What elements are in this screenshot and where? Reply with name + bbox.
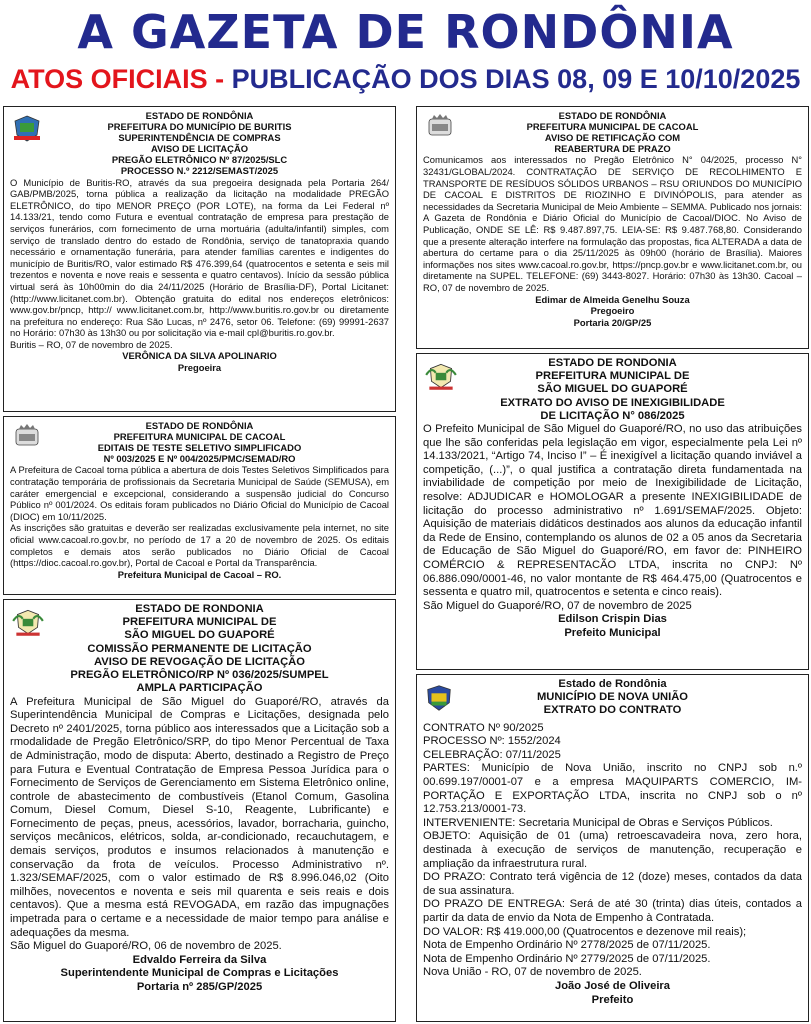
buritis-crest-icon (10, 113, 44, 143)
cacoal-crest-icon (423, 113, 457, 143)
cacoal-crest-icon (10, 423, 44, 453)
notice-text: Comunicamos aos interessados no Pregão Eletrônico N° 04/2025, processo N° 32431/GLOBAL/2024. CONTRATAÇÃO DE SERVIÇO DE RECOLHIMENTO E TRANSPORTE DE RESÍDUOS SÓLIDOS URBANOS – RSU ORIUNDOS DO MUNICÍPIO DE CACOAL E DISTRITOS DE RIOZINHO E DIVINÓPOLIS, para atender as necessidades da Secretaria Municipal de Meio Ambiente – SEMMA. Publicado nos jornais: A Gazeta de Rondônia e Diário Oficial do Município de Cacoal/DIOC. No Aviso de Publicação, ONDE SE LÊ: R$ 9.487.897,75. LEIA-SE: R$ 9.487.768,80. Considerando que a presente alteração interfere na formulação das propostas, fica ALTERADA a data de abertura do certame para o dia 25/11/2025 às 09h00 (horário de Brasília). Maiores informações nos sites www.cacoal.ro.gov.br, https://pncp.gov.br e www.licitanet.com.br, ou diretamente na SUPEL. TELEFONE: (69) 3443-8027. Horário: 07h30 às 13h30. Cacoal – RO, 07 de novembro de 2025. (423, 154, 802, 293)
header-line: COMISSÃO PERMANENTE DE LICITAÇÃO (87, 642, 312, 655)
notice-cacoal-teste-seletivo (3, 416, 396, 595)
notice-nova-uniao-contrato (416, 674, 809, 1022)
contract-line: Nova União - RO, 07 de novembro de 2025. (423, 966, 642, 979)
header-line: REABERTURA DE PRAZO (554, 143, 671, 155)
header-line: MUNICÍPIO DE NOVA UNIÃO (536, 691, 689, 704)
signer-role: Prefeito Municipal (564, 627, 661, 639)
header-line: EXTRATO DO AVISO DE INEXIGIBILIDADE (500, 396, 725, 409)
header-line: PREFEITURA MUNICIPAL DE CACOAL (113, 431, 286, 443)
signature-block (10, 569, 389, 581)
header-line: PREFEITURA MUNICIPAL DE CACOAL (526, 121, 699, 133)
signer-portaria: Portaria 20/GP/25 (573, 316, 652, 328)
signature-block (423, 294, 802, 329)
publication-dates: PUBLICAÇÃO DOS DIAS 08, 09 E 10/10/2025 (231, 64, 801, 94)
contract-line: INTERVENIENTE: Secretaria Municipal de Obras e Serviços Públicos. (423, 816, 773, 829)
signer-name: Edvaldo Ferreira da Silva (132, 953, 267, 966)
signature-block (423, 613, 802, 640)
signer-portaria: Portaria nº 285/GP/2025 (136, 981, 263, 993)
header-line: AMPLA PARTICIPAÇÃO (136, 682, 263, 695)
header-line: PREFEITURA MUNICIPAL DE (122, 616, 277, 629)
header-line: AVISO DE REVOGAÇÃO DE LICITAÇÃO (94, 655, 305, 668)
header-line: PREFEITURA DO MUNICÍPIO DE BURITIS (107, 121, 292, 133)
notice-body (10, 177, 389, 351)
contract-line: Nota de Empenho Ordinário Nº 2779/2025 de 07/11/2025. (423, 952, 711, 965)
header-line: PREGÃO ELETRÔNICO/RP Nº 036/2025/SUMPEL (70, 669, 329, 682)
header-line: ESTADO DE RONDONIA (135, 603, 264, 615)
notice-text: A Prefeitura Municipal de São Miguel do Guaporé/RO, através da Superintendência Municipal de Compras e Licitações, designada pelo Decreto nº 2401/2025, torna público aos interessados que a Licitação sob a rmodalidade de Pregão Eletrônico/SRP, do tipo Menor Percentual de Taxa de Administração, modo de disputa: Aberto, destinado a Registro de Preço para Futura e Eventual Contratação de Empresa Pessoa Jurídica para o Fornecimento de Serviços de Gerenciamento em Sistema Eletrônico online, controle de abastecimento de combustíveis (Etanol Comum, Gasolina Comum, Diesel Comum, Diesel S-10, Reagente, Lubrificante) e Fornecimento de peças, pneus, acessórios, lavador, borracharia, guincho, serviços mecânicos, elétricos, solda, ar-condicionado, recauchutagem, e demais serviços, produtos e insumos relacionados à manutenção e conservação da frota de veículos. Processo Administrativo nº. 1.323/SEMAF/2025, com o valor estimado de R$ 8.996.046,02 (Oito milhões, novecentos e noventa e seis mil quarenta e seis reais e dois centavos). Que a mesma está REVOGADA, em razão das impugnações impetrada para o certame e a necessidade de maior tempo para análise e adequações da mesma. (10, 695, 389, 939)
signer-name: Prefeitura Municipal de Cacoal – RO. (117, 568, 282, 580)
header-line: ESTADO DE RONDÔNIA (145, 110, 254, 121)
contract-line: CELEBRAÇÃO: 07/11/2025 (423, 748, 561, 761)
section-label: ATOS OFICIAIS (10, 64, 208, 94)
contract-line: Nota de Empenho Ordinário Nº 2778/2025 de 07/11/2025. (423, 939, 711, 952)
signer-name: Edimar de Almeida Genelhu Souza (535, 293, 690, 305)
notice-header (423, 357, 802, 423)
signature-block (423, 980, 802, 1007)
contract-line: DO VALOR: R$ 419.000,00 (Quatrocentos e dezenove mil reais); (423, 925, 747, 938)
notice-date: Buritis – RO, 07 de novembro de 2025. (10, 338, 173, 350)
signer-name: João José de Oliveira (554, 979, 671, 992)
notice-sao-miguel-revogacao (3, 599, 396, 1022)
notice-body (423, 154, 802, 293)
notice-body (423, 722, 802, 980)
header-line: AVISO DE LICITAÇÃO (150, 143, 249, 155)
header-line: ESTADO DE RONDONIA (548, 357, 677, 369)
signature-block (10, 350, 389, 373)
section-subtitle (0, 62, 811, 96)
header-line: SUPERINTENDÊNCIA DE COMPRAS (118, 132, 281, 144)
notice-header (10, 603, 389, 696)
sao-miguel-crest-icon (10, 606, 46, 638)
signature-block (10, 954, 389, 995)
signer-role: Superintendente Municipal de Compras e Licitações (60, 967, 339, 980)
section-separator: - (207, 64, 232, 94)
header-line: SÃO MIGUEL DO GUAPORÉ (124, 629, 275, 642)
masthead (0, 0, 811, 102)
notice-body (10, 464, 389, 568)
notice-date: São Miguel do Guaporé/RO, 07 de novembro de 2025 (423, 599, 692, 612)
contract-line: DO PRAZO DE ENTREGA: Será de até 30 (trinta) dias úteis, contados a partir da data de envio da Nota de Empenho à Contratada. (423, 898, 802, 924)
notice-date: São Miguel do Guaporé/RO, 06 de novembro de 2025. (10, 940, 282, 953)
notice-body (423, 423, 802, 613)
newspaper-title: A GAZETA DE RONDÔNIA (77, 5, 734, 59)
notice-text: As inscrições são gratuitas e deverão ser realizadas exclusivamente pela internet, no site oficial www.cacoal.ro.gov.br, no período de 17 a 20 de novembro de 2025. Os editais completos e demais atos serão publicados no Diário Oficial de Cacoal (https://dioc.cacoal.ro.gov.br), Portal de Cacoal e Portal da Transparência. (10, 522, 389, 569)
header-line: ESTADO DE RONDÔNIA (558, 110, 667, 121)
header-line: DE LICITAÇÃO N° 086/2025 (540, 409, 685, 422)
contract-line: DO PRAZO: Contrato terá vigência de 12 (doze) meses, contados da data de sua assinatura. (423, 871, 802, 897)
notice-text: O Prefeito Municipal de São Miguel do Guaporé/RO, no uso das atribuições que lhe são conferidas pela legislação em vigor, especialmente pela Lei nº 14.133/2021, “Artigo 74, Inciso I” – É inexigível a licitação quando inviável a competição, (...)”, o qual justifica a contratação direta fundamentada na inviabilidade de competição por meio de Inexigibilidade de Licitação, resolve: ADJUDICAR e HOMOLOGAR a presente INEXIGIBILIDADE de licitação do processo administrativo nº 1.691/SEMAF/2025. Objeto: Aquisição de materiais didáticos destinados aos alunos da educação infantil da Rede de Ensino, contemplando os alunos de 02 a 05 anos da Secretaria de Educação de São Miguel do Guaporé/RO, em favor de: PINHEIRO COMÉRCIO & REPRESENTACÃO LTDA, inscrita no CNPJ: Nº 06.886.090/0001-46, no valor montante de R$ 464.475,00 (Quatrocentos e sessenta e quatro mil, quatrocentos e setenta e cinco reais). (423, 423, 802, 599)
signer-name: Edilson Crispin Dias (558, 613, 667, 626)
header-line: SÃO MIGUEL DO GUAPORÉ (537, 383, 688, 396)
notice-text: O Município de Buritis-RO, através da sua pregoeira designada pela Portaria 264/ GAB/PMB/2025, torna pública a realização da licitação na modalidade PREGÃO ELETRÔNICO, do tipo MENOR PREÇO (POR LOTE), na forma da Lei Federal nº 14.133/21, tendo como Futura e eventual contratação de empresa para prestação de serviços funerários, com fornecimento de urna mortuária (adulta/infantil) simples, com serviço de translado dentro do estado de Rondônia, serviço de tanatopraxia quando necessário e ornamentação funerária, para atender famílias carentes e indigentes do município de Buritis/RO, valor estimado R$ 476.399,64 (quatrocentos e setenta e seis mil trezentos e noventa e nove reais e sessenta e quatro centavos). Início da sessão pública virtual será às 10h00min do dia 24/11/2025 (Horário de Brasília-DF), Portal Licitanet: (http://www.licitanet.com.br). Obtenção gratuita do edital nos endereços eletrônicos: www.gov.br/pncp, http:// www.licitanet.com.br, http://www.buritis.ro.gov.br ou diretamente na prefeitura no endereço: Rua São Lucas, nº 2476, setor 06. Telefone: (69) 99991-2637 no Horário: 07h30 às 13h30 ou por solicitação via e-mail cpl@buritis.ro.gov.br. (10, 176, 389, 339)
header-line: Estado de Rondônia (558, 678, 667, 690)
contract-line: CONTRATO Nº 90/2025 (423, 721, 544, 734)
nova-uniao-crest-icon (423, 681, 455, 715)
signer-name: VERÔNICA DA SILVA APOLINARIO (122, 350, 277, 362)
contract-line: PROCESSO Nº: 1552/2024 (423, 735, 561, 748)
notice-cacoal-retificacao (416, 106, 809, 349)
contract-line: PARTES: Município de Nova União, inscrito no CNPJ sob n.º 00.699.197/0001-07 e a empresa MAQUIPARTS COMERCIO, IM-PORTAÇÃO E EXPORTAÇÃO LTDA, inscrita no CNPJ sob o nº 12.753.213/0001-73. (423, 762, 802, 816)
header-line: PROCESSO N.º 2212/SEMAST/2025 (120, 165, 279, 177)
notice-header (423, 678, 802, 718)
header-line: PREGÃO ELETRÔNICO Nº 87/2025/SLC (111, 154, 288, 166)
notice-body (10, 696, 389, 954)
header-line: ESTADO DE RONDÔNIA (145, 420, 254, 431)
sao-miguel-crest-icon (423, 360, 459, 392)
notice-text: A Prefeitura de Cacoal torna pública a abertura de dois Testes Seletivos Simplificados para contratação temporária de profissionais da Secretaria Municipal de Saúde (SEMUSA), em caráter emergencial e excepcional, considerando a suspensão judicial do Concurso Público nº 001/2024. Os editais foram publicados no Diário Oficial do Município de Cacoal (DIOC) em 10/11/2025. (10, 464, 389, 522)
header-line: EDITAIS DE TESTE SELETIVO SIMPLIFICADO (97, 442, 302, 454)
signer-role: Pregoeiro (590, 305, 635, 317)
header-line: PREFEITURA MUNICIPAL DE (535, 370, 690, 383)
notice-sao-miguel-inexigibilidade (416, 353, 809, 670)
notice-header (423, 110, 802, 154)
notice-header (10, 110, 389, 177)
contract-line: OBJETO: Aquisição de 01 (uma) retroescavadeira nova, zero hora, destinada à execução de serviços de manutenção, recuperação e ampliação da infraestrutura rural. (423, 830, 802, 870)
header-line: AVISO DE RETIFICAÇÃO COM (544, 132, 681, 144)
signer-role: Pregoeira (177, 362, 222, 374)
header-line: EXTRATO DO CONTRATO (543, 704, 682, 717)
signer-role: Prefeito (591, 993, 634, 1006)
notice-buritis (3, 106, 396, 412)
header-line: Nº 003/2025 E Nº 004/2025/PMC/SEMAD/RO (103, 453, 296, 465)
notice-header (10, 420, 389, 464)
